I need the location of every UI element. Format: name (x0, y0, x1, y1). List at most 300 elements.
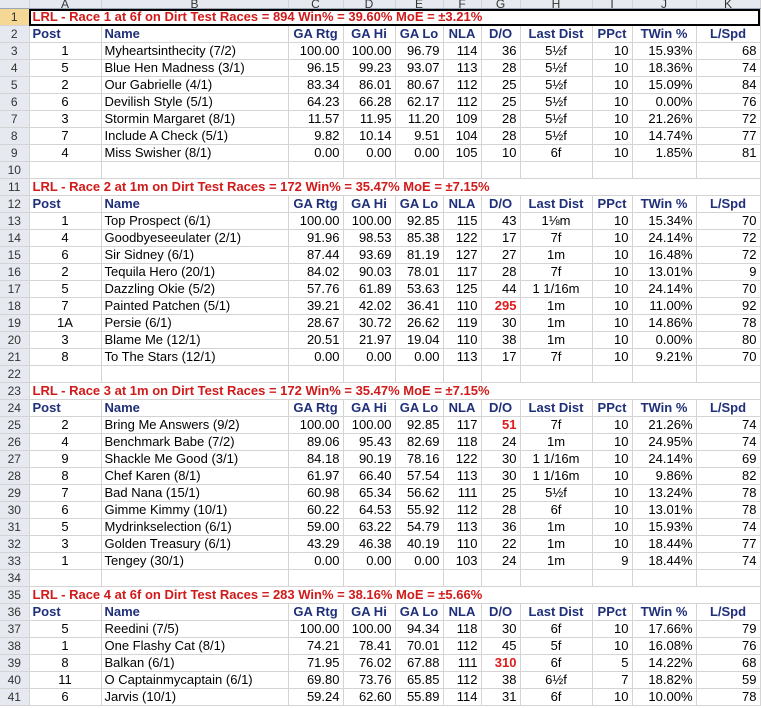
data-cell[interactable]: 10 (592, 451, 632, 468)
data-cell[interactable]: 96.79 (395, 43, 443, 60)
column-label-cell[interactable]: PPct (592, 400, 632, 417)
column-label-cell[interactable]: Last Dist (520, 604, 592, 621)
data-cell[interactable]: 1m (520, 315, 592, 332)
data-cell[interactable]: 10.00% (632, 689, 696, 706)
column-label-cell[interactable]: D/O (481, 26, 520, 43)
data-cell[interactable]: 65.34 (343, 485, 395, 502)
column-label-cell[interactable]: Name (101, 400, 288, 417)
data-cell[interactable]: 10 (592, 315, 632, 332)
data-cell[interactable]: 1m (520, 332, 592, 349)
row-header[interactable]: 20 (0, 332, 29, 349)
data-cell[interactable]: 6f (520, 145, 592, 162)
data-cell[interactable]: 5 (592, 655, 632, 672)
data-cell[interactable]: 89.06 (288, 434, 343, 451)
row-header[interactable]: 24 (0, 400, 29, 417)
column-header-e[interactable]: E (395, 0, 443, 9)
data-cell[interactable]: 15.93% (632, 43, 696, 60)
data-cell[interactable]: 36.41 (395, 298, 443, 315)
horse-name-cell[interactable]: Bring Me Answers (9/2) (101, 417, 288, 434)
data-cell[interactable]: 4 (29, 230, 101, 247)
data-cell[interactable]: 7f (520, 230, 592, 247)
data-cell[interactable]: 9.82 (288, 128, 343, 145)
column-header-f[interactable]: F (443, 0, 481, 9)
empty-cell[interactable] (395, 366, 443, 383)
empty-cell[interactable] (343, 570, 395, 587)
data-cell[interactable]: 5f (520, 638, 592, 655)
data-cell[interactable]: 18.44% (632, 536, 696, 553)
data-cell[interactable]: 5½f (520, 77, 592, 94)
data-cell[interactable]: 7f (520, 264, 592, 281)
data-cell[interactable]: 64.23 (288, 94, 343, 111)
data-cell[interactable]: 0.00 (288, 145, 343, 162)
data-cell[interactable]: 24.14% (632, 230, 696, 247)
row-header[interactable]: 21 (0, 349, 29, 366)
horse-name-cell[interactable]: Balkan (6/1) (101, 655, 288, 672)
data-cell[interactable]: 112 (443, 638, 481, 655)
column-label-cell[interactable]: Name (101, 26, 288, 43)
data-cell[interactable]: 36 (481, 43, 520, 60)
data-cell[interactable]: 0.00% (632, 94, 696, 111)
data-cell[interactable]: 10 (592, 247, 632, 264)
data-cell[interactable]: 0.00 (395, 553, 443, 570)
data-cell[interactable]: 118 (443, 621, 481, 638)
race-title-cell[interactable]: LRL - Race 1 at 6f on Dirt Test Races = 894 Win% = 39.60% MoE = ±3.21% (29, 9, 760, 26)
row-header[interactable]: 37 (0, 621, 29, 638)
horse-name-cell[interactable]: Our Gabrielle (4/1) (101, 77, 288, 94)
data-cell[interactable]: 2 (29, 77, 101, 94)
data-cell[interactable]: 7 (592, 672, 632, 689)
data-cell[interactable]: 104 (443, 128, 481, 145)
column-header-h[interactable]: H (520, 0, 592, 9)
data-cell[interactable]: 81 (696, 145, 760, 162)
data-cell[interactable]: 100.00 (288, 213, 343, 230)
data-cell[interactable]: 56.62 (395, 485, 443, 502)
data-cell[interactable]: 6 (29, 689, 101, 706)
column-label-cell[interactable]: GA Rtg (288, 26, 343, 43)
data-cell[interactable]: 1 (29, 43, 101, 60)
data-cell[interactable]: 6f (520, 502, 592, 519)
data-cell[interactable]: 67.88 (395, 655, 443, 672)
column-label-cell[interactable]: PPct (592, 26, 632, 43)
row-header[interactable]: 8 (0, 128, 29, 145)
empty-cell[interactable] (481, 162, 520, 179)
data-cell[interactable]: 66.28 (343, 94, 395, 111)
data-cell[interactable]: 68 (696, 43, 760, 60)
column-label-cell[interactable]: D/O (481, 604, 520, 621)
data-cell[interactable]: 115 (443, 213, 481, 230)
horse-name-cell[interactable]: Blue Hen Madness (3/1) (101, 60, 288, 77)
row-header[interactable]: 12 (0, 196, 29, 213)
data-cell[interactable]: 73.76 (343, 672, 395, 689)
column-header-k[interactable]: K (696, 0, 760, 9)
data-cell[interactable]: 16.48% (632, 247, 696, 264)
data-cell[interactable]: 7f (520, 417, 592, 434)
data-cell[interactable]: 8 (29, 468, 101, 485)
data-cell[interactable]: 84 (696, 77, 760, 94)
race-title-cell[interactable]: LRL - Race 2 at 1m on Dirt Test Races = 172 Win% = 35.47% MoE = ±7.15% (29, 179, 760, 196)
data-cell[interactable]: 27 (481, 247, 520, 264)
data-cell[interactable]: 9 (696, 264, 760, 281)
data-cell[interactable]: 1m (520, 247, 592, 264)
data-cell[interactable]: 83.34 (288, 77, 343, 94)
data-cell[interactable]: 14.22% (632, 655, 696, 672)
empty-cell[interactable] (343, 366, 395, 383)
data-cell[interactable]: 93.07 (395, 60, 443, 77)
data-cell[interactable]: 14.74% (632, 128, 696, 145)
horse-name-cell[interactable]: Top Prospect (6/1) (101, 213, 288, 230)
column-label-cell[interactable]: D/O (481, 400, 520, 417)
horse-name-cell[interactable]: Reedini (7/5) (101, 621, 288, 638)
data-cell[interactable]: 10 (592, 485, 632, 502)
data-cell[interactable]: 95.43 (343, 434, 395, 451)
data-cell[interactable]: 11 (29, 672, 101, 689)
data-cell[interactable]: 91.96 (288, 230, 343, 247)
data-cell[interactable]: 71.95 (288, 655, 343, 672)
data-cell[interactable]: 21.97 (343, 332, 395, 349)
data-cell[interactable]: 80.67 (395, 77, 443, 94)
data-cell[interactable]: 43.29 (288, 536, 343, 553)
empty-cell[interactable] (395, 162, 443, 179)
row-header[interactable]: 2 (0, 26, 29, 43)
row-header[interactable]: 13 (0, 213, 29, 230)
data-cell[interactable]: 74 (696, 519, 760, 536)
data-cell[interactable]: 78.16 (395, 451, 443, 468)
column-label-cell[interactable]: D/O (481, 196, 520, 213)
empty-cell[interactable] (395, 570, 443, 587)
data-cell[interactable]: 92.85 (395, 213, 443, 230)
data-cell[interactable]: 100.00 (343, 621, 395, 638)
data-cell[interactable]: 1 (29, 638, 101, 655)
empty-cell[interactable] (343, 162, 395, 179)
data-cell[interactable]: 16.08% (632, 638, 696, 655)
row-header[interactable]: 31 (0, 519, 29, 536)
row-header[interactable]: 6 (0, 94, 29, 111)
data-cell[interactable]: 3 (29, 536, 101, 553)
empty-cell[interactable] (29, 570, 101, 587)
data-cell[interactable]: 92.85 (395, 417, 443, 434)
data-cell[interactable]: 7f (520, 349, 592, 366)
data-cell[interactable]: 10 (592, 60, 632, 77)
data-cell[interactable]: 92 (696, 298, 760, 315)
data-cell[interactable]: 5 (29, 281, 101, 298)
data-cell[interactable]: 76.02 (343, 655, 395, 672)
data-cell[interactable]: 76 (696, 638, 760, 655)
column-label-cell[interactable]: NLA (443, 400, 481, 417)
data-cell[interactable]: 5½f (520, 128, 592, 145)
horse-name-cell[interactable]: Gimme Kimmy (10/1) (101, 502, 288, 519)
data-cell[interactable]: 113 (443, 60, 481, 77)
data-cell[interactable]: 2 (29, 264, 101, 281)
row-header[interactable]: 1 (0, 9, 29, 26)
column-label-cell[interactable]: GA Lo (395, 604, 443, 621)
horse-name-cell[interactable]: Benchmark Babe (7/2) (101, 434, 288, 451)
data-cell[interactable]: 90.03 (343, 264, 395, 281)
data-cell[interactable]: 1m (520, 298, 592, 315)
data-cell[interactable]: 74 (696, 417, 760, 434)
data-cell[interactable]: 7 (29, 128, 101, 145)
empty-cell[interactable] (443, 162, 481, 179)
data-cell[interactable]: 24.95% (632, 434, 696, 451)
data-cell[interactable]: 30 (481, 621, 520, 638)
data-cell[interactable]: 0.00 (343, 553, 395, 570)
data-cell[interactable]: 11.57 (288, 111, 343, 128)
horse-name-cell[interactable]: Myheartsinthecity (7/2) (101, 43, 288, 60)
data-cell[interactable]: 6 (29, 247, 101, 264)
row-header[interactable]: 5 (0, 77, 29, 94)
data-cell[interactable]: 8 (29, 655, 101, 672)
row-header[interactable]: 11 (0, 179, 29, 196)
data-cell[interactable]: 21.26% (632, 111, 696, 128)
data-cell[interactable]: 1 (29, 553, 101, 570)
data-cell[interactable]: 39.21 (288, 298, 343, 315)
empty-cell[interactable] (443, 570, 481, 587)
column-label-cell[interactable]: L/Spd (696, 604, 760, 621)
data-cell[interactable]: 14.86% (632, 315, 696, 332)
empty-cell[interactable] (481, 366, 520, 383)
data-cell[interactable]: 31 (481, 689, 520, 706)
data-cell[interactable]: 10 (592, 94, 632, 111)
data-cell[interactable]: 112 (443, 77, 481, 94)
data-cell[interactable]: 1 (29, 213, 101, 230)
data-cell[interactable]: 99.23 (343, 60, 395, 77)
data-cell[interactable]: 1 1/16m (520, 468, 592, 485)
data-cell[interactable]: 10 (592, 128, 632, 145)
data-cell[interactable]: 6f (520, 689, 592, 706)
data-cell[interactable]: 28 (481, 502, 520, 519)
data-cell[interactable]: 10 (592, 43, 632, 60)
column-label-cell[interactable]: Post (29, 400, 101, 417)
horse-name-cell[interactable]: Miss Swisher (8/1) (101, 145, 288, 162)
row-header[interactable]: 25 (0, 417, 29, 434)
data-cell[interactable]: 10 (592, 468, 632, 485)
row-header[interactable]: 3 (0, 43, 29, 60)
data-cell[interactable]: 125 (443, 281, 481, 298)
column-header-j[interactable]: J (632, 0, 696, 9)
data-cell[interactable]: 100.00 (343, 43, 395, 60)
data-cell[interactable]: 110 (443, 536, 481, 553)
empty-cell[interactable] (101, 570, 288, 587)
data-cell[interactable]: 21.26% (632, 417, 696, 434)
horse-name-cell[interactable]: Jarvis (10/1) (101, 689, 288, 706)
empty-cell[interactable] (632, 162, 696, 179)
data-cell[interactable]: 25 (481, 94, 520, 111)
data-cell[interactable]: 113 (443, 519, 481, 536)
data-cell[interactable]: 76 (696, 94, 760, 111)
data-cell[interactable]: 1.85% (632, 145, 696, 162)
data-cell[interactable]: 72 (696, 247, 760, 264)
data-cell[interactable]: 93.69 (343, 247, 395, 264)
data-cell[interactable]: 42.02 (343, 298, 395, 315)
data-cell[interactable]: 1m (520, 553, 592, 570)
data-cell[interactable]: 28 (481, 128, 520, 145)
data-cell[interactable]: 1A (29, 315, 101, 332)
data-cell[interactable]: 38 (481, 332, 520, 349)
row-header[interactable]: 26 (0, 434, 29, 451)
data-cell[interactable]: 295 (481, 298, 520, 315)
column-header-g[interactable]: G (481, 0, 520, 9)
data-cell[interactable]: 1⅛m (520, 213, 592, 230)
empty-cell[interactable] (520, 570, 592, 587)
horse-name-cell[interactable]: Shackle Me Good (3/1) (101, 451, 288, 468)
data-cell[interactable]: 5½f (520, 43, 592, 60)
horse-name-cell[interactable]: To The Stars (12/1) (101, 349, 288, 366)
data-cell[interactable]: 6f (520, 621, 592, 638)
data-cell[interactable]: 87.44 (288, 247, 343, 264)
column-label-cell[interactable]: Post (29, 604, 101, 621)
horse-name-cell[interactable]: Stormin Margaret (8/1) (101, 111, 288, 128)
data-cell[interactable]: 77 (696, 536, 760, 553)
data-cell[interactable]: 81.19 (395, 247, 443, 264)
column-label-cell[interactable]: L/Spd (696, 400, 760, 417)
horse-name-cell[interactable]: One Flashy Cat (8/1) (101, 638, 288, 655)
horse-name-cell[interactable]: Goodbyeseeulater (2/1) (101, 230, 288, 247)
data-cell[interactable]: 28 (481, 60, 520, 77)
data-cell[interactable]: 3 (29, 332, 101, 349)
data-cell[interactable]: 111 (443, 485, 481, 502)
column-label-cell[interactable]: L/Spd (696, 26, 760, 43)
data-cell[interactable]: 112 (443, 672, 481, 689)
data-cell[interactable]: 55.92 (395, 502, 443, 519)
empty-cell[interactable] (520, 162, 592, 179)
column-label-cell[interactable]: NLA (443, 604, 481, 621)
row-header[interactable]: 27 (0, 451, 29, 468)
data-cell[interactable]: 28.67 (288, 315, 343, 332)
data-cell[interactable]: 122 (443, 451, 481, 468)
data-cell[interactable]: 43 (481, 213, 520, 230)
data-cell[interactable]: 74 (696, 553, 760, 570)
data-cell[interactable]: 8 (29, 349, 101, 366)
data-cell[interactable]: 70 (696, 281, 760, 298)
column-header-i[interactable]: I (592, 0, 632, 9)
data-cell[interactable]: 13.01% (632, 502, 696, 519)
data-cell[interactable]: 62.17 (395, 94, 443, 111)
data-cell[interactable]: 25 (481, 77, 520, 94)
data-cell[interactable]: 100.00 (288, 621, 343, 638)
data-cell[interactable]: 70 (696, 349, 760, 366)
data-cell[interactable]: 1 1/16m (520, 451, 592, 468)
data-cell[interactable]: 85.38 (395, 230, 443, 247)
data-cell[interactable]: 111 (443, 655, 481, 672)
data-cell[interactable]: 0.00 (395, 145, 443, 162)
data-cell[interactable]: 72 (696, 111, 760, 128)
data-cell[interactable]: 6½f (520, 672, 592, 689)
data-cell[interactable]: 78 (696, 315, 760, 332)
data-cell[interactable]: 110 (443, 298, 481, 315)
row-header[interactable]: 30 (0, 502, 29, 519)
empty-cell[interactable] (520, 366, 592, 383)
row-header[interactable]: 17 (0, 281, 29, 298)
data-cell[interactable]: 51 (481, 417, 520, 434)
data-cell[interactable]: 5 (29, 621, 101, 638)
data-cell[interactable]: 66.40 (343, 468, 395, 485)
empty-cell[interactable] (481, 570, 520, 587)
column-label-cell[interactable]: GA Hi (343, 196, 395, 213)
data-cell[interactable]: 74 (696, 434, 760, 451)
empty-cell[interactable] (696, 366, 760, 383)
data-cell[interactable]: 1m (520, 536, 592, 553)
column-label-cell[interactable]: TWin % (632, 26, 696, 43)
empty-cell[interactable] (29, 162, 101, 179)
data-cell[interactable]: 100.00 (288, 43, 343, 60)
column-label-cell[interactable]: Post (29, 196, 101, 213)
column-label-cell[interactable]: TWin % (632, 400, 696, 417)
row-header[interactable]: 15 (0, 247, 29, 264)
row-header[interactable]: 39 (0, 655, 29, 672)
data-cell[interactable]: 40.19 (395, 536, 443, 553)
data-cell[interactable]: 9.21% (632, 349, 696, 366)
data-cell[interactable]: 74 (696, 60, 760, 77)
row-header[interactable]: 29 (0, 485, 29, 502)
horse-name-cell[interactable]: Bad Nana (15/1) (101, 485, 288, 502)
row-header[interactable]: 4 (0, 60, 29, 77)
data-cell[interactable]: 36 (481, 519, 520, 536)
row-header[interactable]: 36 (0, 604, 29, 621)
data-cell[interactable]: 28 (481, 111, 520, 128)
data-cell[interactable]: 10 (592, 332, 632, 349)
column-label-cell[interactable]: GA Rtg (288, 196, 343, 213)
data-cell[interactable]: 10 (592, 349, 632, 366)
data-cell[interactable]: 26.62 (395, 315, 443, 332)
data-cell[interactable]: 57.54 (395, 468, 443, 485)
data-cell[interactable]: 82.69 (395, 434, 443, 451)
data-cell[interactable]: 30.72 (343, 315, 395, 332)
data-cell[interactable]: 0.00 (288, 553, 343, 570)
column-label-cell[interactable]: NLA (443, 26, 481, 43)
data-cell[interactable]: 46.38 (343, 536, 395, 553)
data-cell[interactable]: 113 (443, 349, 481, 366)
data-cell[interactable]: 15.93% (632, 519, 696, 536)
data-cell[interactable]: 1 1/16m (520, 281, 592, 298)
data-cell[interactable]: 69 (696, 451, 760, 468)
data-cell[interactable]: 10 (592, 689, 632, 706)
data-cell[interactable]: 5½f (520, 485, 592, 502)
empty-cell[interactable] (592, 366, 632, 383)
column-label-cell[interactable]: GA Lo (395, 26, 443, 43)
data-cell[interactable]: 113 (443, 468, 481, 485)
column-header-b[interactable]: B (101, 0, 288, 9)
data-cell[interactable]: 96.15 (288, 60, 343, 77)
data-cell[interactable]: 84.02 (288, 264, 343, 281)
data-cell[interactable]: 18.36% (632, 60, 696, 77)
data-cell[interactable]: 10 (592, 621, 632, 638)
data-cell[interactable]: 10 (592, 264, 632, 281)
row-header[interactable]: 7 (0, 111, 29, 128)
data-cell[interactable]: 11.20 (395, 111, 443, 128)
data-cell[interactable]: 19.04 (395, 332, 443, 349)
data-cell[interactable]: 103 (443, 553, 481, 570)
column-label-cell[interactable]: GA Hi (343, 604, 395, 621)
empty-cell[interactable] (696, 162, 760, 179)
data-cell[interactable]: 59.00 (288, 519, 343, 536)
data-cell[interactable]: 94.34 (395, 621, 443, 638)
data-cell[interactable]: 0.00 (343, 145, 395, 162)
horse-name-cell[interactable]: Tequila Hero (20/1) (101, 264, 288, 281)
data-cell[interactable]: 68 (696, 655, 760, 672)
row-header[interactable]: 35 (0, 587, 29, 604)
empty-cell[interactable] (592, 162, 632, 179)
column-label-cell[interactable]: GA Rtg (288, 400, 343, 417)
data-cell[interactable]: 53.63 (395, 281, 443, 298)
data-cell[interactable]: 70 (696, 213, 760, 230)
data-cell[interactable]: 59 (696, 672, 760, 689)
column-label-cell[interactable]: Post (29, 26, 101, 43)
data-cell[interactable]: 10 (592, 417, 632, 434)
data-cell[interactable]: 5½f (520, 94, 592, 111)
data-cell[interactable]: 82 (696, 468, 760, 485)
data-cell[interactable]: 13.01% (632, 264, 696, 281)
data-cell[interactable]: 17 (481, 349, 520, 366)
horse-name-cell[interactable]: O Captainmycaptain (6/1) (101, 672, 288, 689)
